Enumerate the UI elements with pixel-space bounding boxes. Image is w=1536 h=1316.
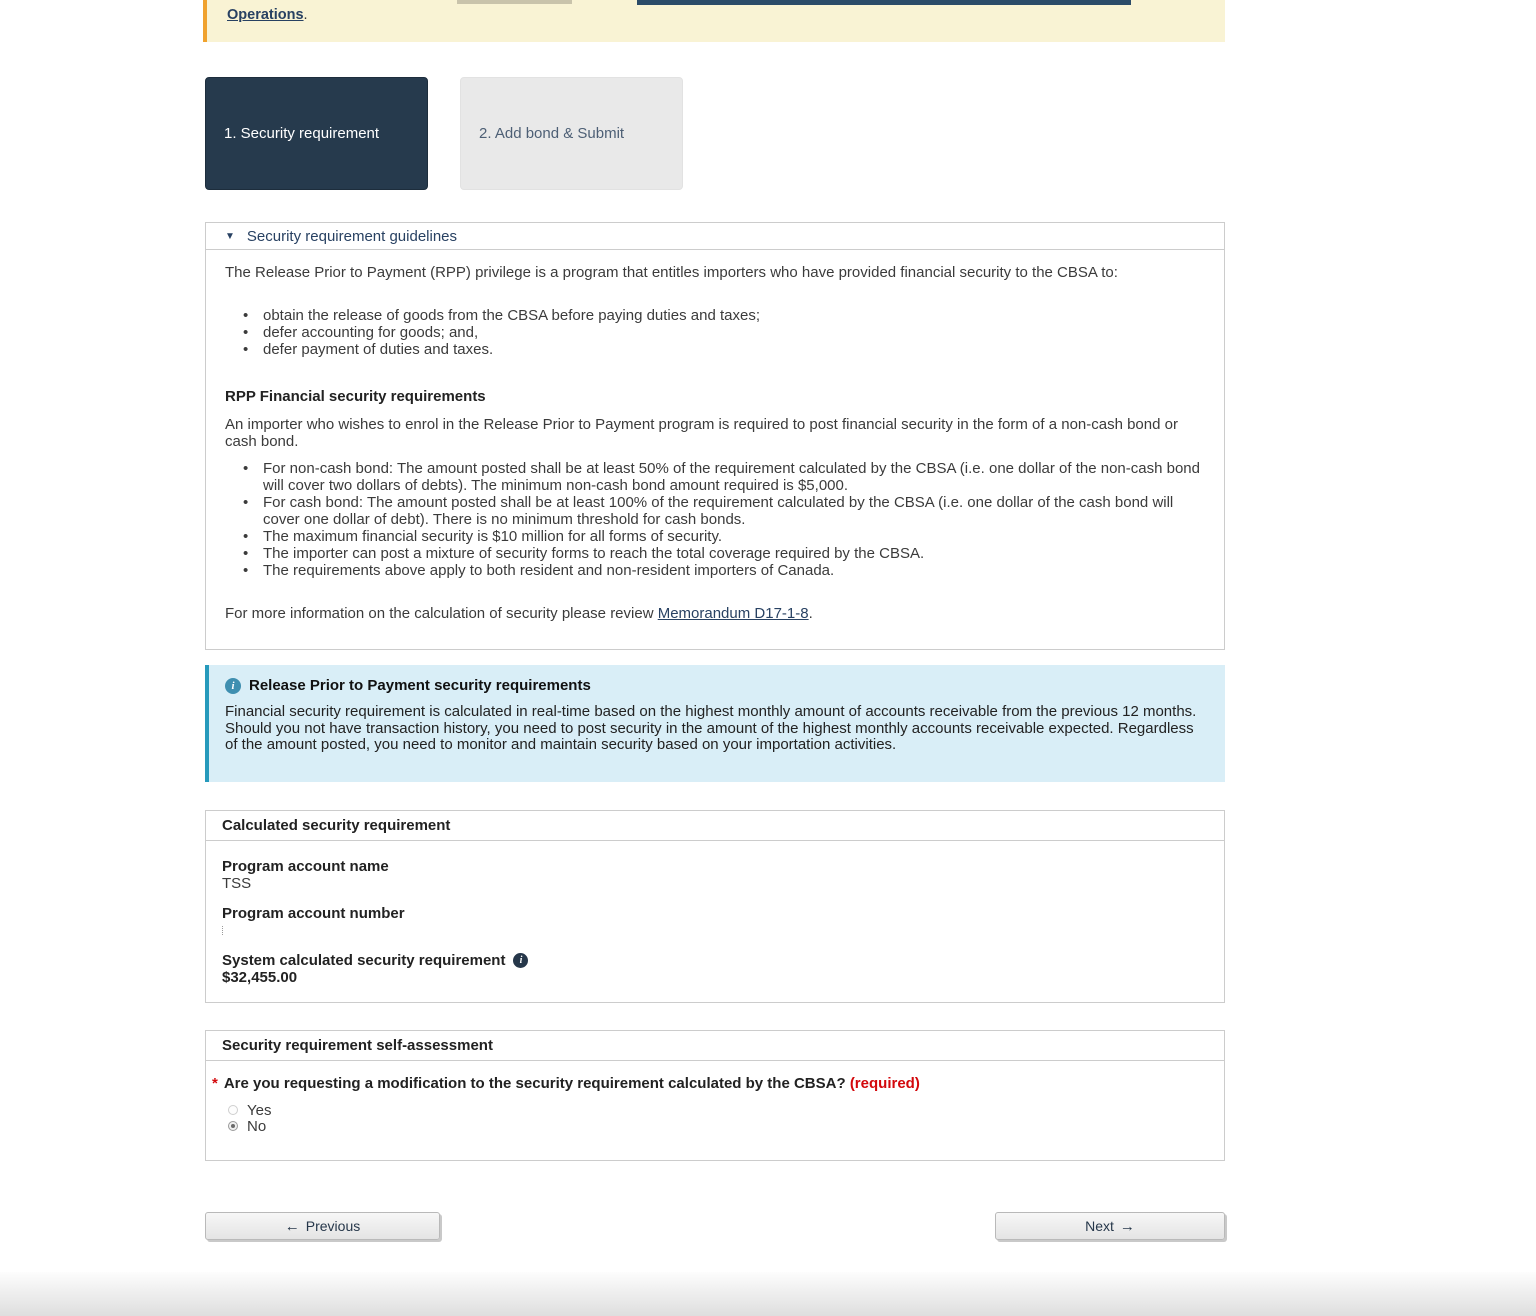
calculated-requirement-panel <box>205 810 1225 1003</box>
more-info-suffix: . <box>808 605 813 622</box>
clipped-text-line <box>457 0 572 4</box>
self-assessment-title: Security requirement self-assessment <box>206 1031 1224 1061</box>
system-calculated-amount: $32,455.00 <box>222 969 298 986</box>
list-item: • The importer can post a mixture of security forms to reach the total coverage required by the CBSA. <box>243 545 1204 562</box>
warning-banner-suffix: . <box>303 7 308 23</box>
guidelines-collapse-header[interactable] <box>206 223 1224 250</box>
self-assessment-body <box>206 1061 1224 1134</box>
list-item: • The maximum financial security is $10 million for all forms of security. <box>243 528 1204 545</box>
program-account-number-value <box>222 922 1208 939</box>
program-account-number-field <box>222 905 1208 939</box>
rpp-info-box <box>205 665 1225 782</box>
clipped-link-line <box>637 0 1131 5</box>
next-button-label: Next <box>1085 1218 1114 1234</box>
program-account-name-field <box>222 858 1208 892</box>
operations-link[interactable]: Operations <box>227 7 304 23</box>
calculated-panel-body <box>206 841 1224 986</box>
self-assessment-panel <box>205 1030 1225 1161</box>
previous-button-label: Previous <box>305 1218 361 1234</box>
guidelines-body <box>206 250 1224 622</box>
rpp-privilege-list <box>243 307 1204 358</box>
info-box-body: Financial security requirement is calculated in real-time based on the highest monthly amount of accounts receivable from the previous 12 months. Should you not have transaction history, you need to post security in the amount of the highest monthly accounts receivable expected. Regardless of the amount posted, you need to monitor and maintain security based on your importation activities. <box>225 703 1197 753</box>
security-requirements-list <box>243 460 1204 579</box>
arrow-left-icon: ← <box>284 1217 300 1235</box>
radio-option-no[interactable] <box>228 1118 1208 1134</box>
info-box-heading-row <box>225 677 1205 694</box>
enrol-paragraph: An importer who wishes to enrol in the Release Prior to Payment program is required to post financial security in the form of a non-cash bond or cash bond. <box>225 416 1178 450</box>
radio-unselected-icon[interactable] <box>228 1105 238 1115</box>
tab-add-bond-submit-label: 2. Add bond & Submit <box>479 125 625 142</box>
list-item: • For non-cash bond: The amount posted shall be at least 50% of the requirement calculated by the CBSA (i.e. one dollar of the non-cash bond will cover two dollars of debts). The minimum non-cash bond amount required is $5,000. <box>243 460 1204 494</box>
warning-banner <box>203 0 1225 42</box>
required-asterisk: * <box>212 1075 218 1092</box>
more-info-prefix: For more information on the calculation of security please review <box>225 605 658 622</box>
radio-selected-icon[interactable] <box>228 1121 238 1131</box>
more-info-line <box>225 605 1204 622</box>
system-calculated-label-row <box>222 952 1208 969</box>
required-label: (required) <box>849 1075 920 1092</box>
info-icon: i <box>225 678 241 694</box>
tab-add-bond-submit[interactable] <box>460 77 683 190</box>
previous-button[interactable] <box>205 1212 440 1240</box>
system-calculated-field <box>222 952 1208 986</box>
footer-strip <box>0 1272 1536 1316</box>
modification-question <box>212 1075 1208 1092</box>
list-item: • obtain the release of goods from the CBSA before paying duties and taxes; <box>243 307 1204 324</box>
question-text: Are you requesting a modification to the security requirement calculated by the CBSA? <box>223 1075 846 1092</box>
radio-no-label: No <box>247 1117 267 1135</box>
chevron-down-icon: ▼ <box>225 230 235 242</box>
memorandum-link[interactable]: Memorandum D17-1-8 <box>657 605 809 622</box>
list-item: • The requirements above apply to both resident and non-resident importers of Canada. <box>243 562 1204 579</box>
tab-security-requirement[interactable] <box>205 77 428 190</box>
radio-option-yes[interactable] <box>228 1102 1208 1118</box>
next-button[interactable] <box>995 1212 1225 1240</box>
program-account-number-label: Program account number <box>222 905 405 922</box>
guidelines-panel <box>205 222 1225 650</box>
program-account-name-value: TSS <box>222 875 252 892</box>
guidelines-header-label: Security requirement guidelines <box>246 227 458 245</box>
info-icon[interactable]: i <box>513 953 528 968</box>
info-box-heading: Release Prior to Payment security requirements <box>249 677 591 694</box>
radio-yes-label: Yes <box>247 1101 272 1119</box>
financial-security-subheading: RPP Financial security requirements <box>225 388 486 405</box>
tab-security-requirement-label: 1. Security requirement <box>224 125 380 142</box>
redacted-value-mark <box>222 926 224 935</box>
list-item: • defer accounting for goods; and, <box>243 324 1204 341</box>
list-item: • defer payment of duties and taxes. <box>243 341 1204 358</box>
warning-banner-text <box>227 7 308 23</box>
program-account-name-label: Program account name <box>222 858 389 875</box>
guidelines-intro: The Release Prior to Payment (RPP) privilege is a program that entitles importers who have provided financial security to the CBSA to: <box>225 264 1118 281</box>
system-calculated-label: System calculated security requirement <box>222 952 506 969</box>
calculated-panel-title: Calculated security requirement <box>206 811 1224 841</box>
arrow-right-icon: → <box>1119 1217 1135 1235</box>
modification-radio-group <box>228 1102 1208 1134</box>
list-item: • For cash bond: The amount posted shall be at least 100% of the requirement calculated by the CBSA (i.e. one dollar of the cash bond will cover one dollar of debt). There is no minimum threshold for cash bonds. <box>243 494 1204 528</box>
